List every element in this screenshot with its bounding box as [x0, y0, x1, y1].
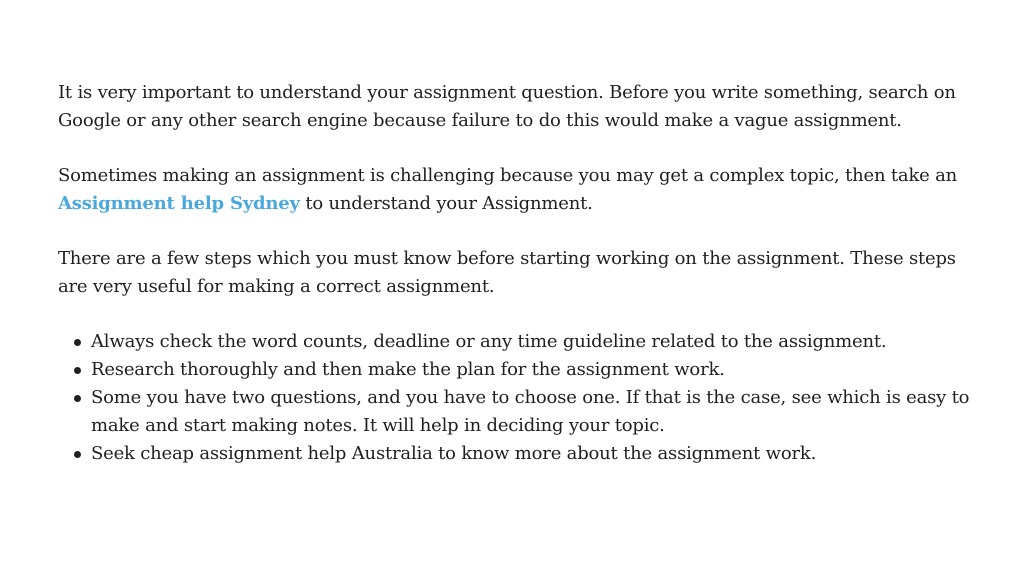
- list-item: [58, 440, 974, 468]
- intro-paragraph: It is very important to understand your assignment question. Before you write something, search on Google or any other search engine because failure to do this would make a vague assignment.: [58, 82, 956, 131]
- bullet-dot-icon: [74, 451, 81, 458]
- list-item-text: Always check the word counts, deadline or any time guideline related to the assignment.: [91, 331, 887, 352]
- list-item: [58, 384, 974, 440]
- list-item-text: Seek cheap assignment help Australia to know more about the assignment work.: [91, 443, 817, 464]
- steps-list: [58, 328, 974, 468]
- second-paragraph-text-before: Sometimes making an assignment is challenging because you may get a complex topic, then take an: [58, 165, 958, 186]
- list-item: [58, 328, 974, 356]
- bullet-dot-icon: [74, 367, 81, 374]
- list-item: [58, 356, 974, 384]
- second-paragraph-text-after: to understand your Assignment.: [305, 193, 593, 214]
- third-paragraph: There are a few steps which you must know before starting working on the assignment. These steps are very useful for making a correct assignment.: [58, 248, 956, 297]
- assignment-help-sydney-link[interactable]: Assignment help Sydney: [58, 193, 300, 214]
- bullet-dot-icon: [74, 395, 81, 402]
- bullet-dot-icon: [74, 339, 81, 346]
- second-paragraph: [58, 162, 974, 218]
- list-item-text: Research thoroughly and then make the plan for the assignment work.: [91, 359, 725, 380]
- list-item-text: Some you have two questions, and you have to choose one. If that is the case, see which is easy to make and start making notes. It will help in deciding your topic.: [91, 387, 970, 436]
- document-body: [58, 79, 974, 468]
